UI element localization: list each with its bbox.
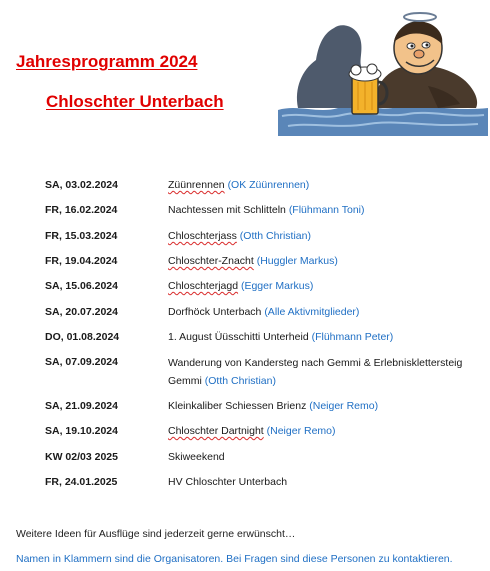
event-organizer: (Neiger Remo) xyxy=(309,400,379,412)
event-name: Chloschter-Znacht xyxy=(168,255,254,267)
event-organizer: (Neiger Remo) xyxy=(266,425,336,437)
event-name: Wanderung von Kandersteg nach Gemmi & Erlebnisklettersteig Gemmi xyxy=(168,357,463,387)
event-organizer: (Alle Aktivmitglieder) xyxy=(264,306,360,318)
event-date: FR, 15.03.2024 xyxy=(45,230,118,242)
event-name: Nachtessen mit Schlitteln xyxy=(168,204,286,216)
organizer-info-note: Namen in Klammern sind die Organisatoren. Bei Fragen sind diese Personen zu kontaktieren. xyxy=(16,553,453,565)
event-description xyxy=(168,329,486,345)
event-description xyxy=(168,253,486,269)
event-description xyxy=(168,278,486,294)
event-name: Züünrennen xyxy=(168,179,225,191)
event-name: Chloschterjass xyxy=(168,230,237,242)
event-date: SA, 15.06.2024 xyxy=(45,280,118,292)
event-date: FR, 19.04.2024 xyxy=(45,255,118,267)
event-date: SA, 21.09.2024 xyxy=(45,400,118,412)
event-name: Dorfhöck Unterbach xyxy=(168,306,262,318)
event-organizer: (Flühmann Toni) xyxy=(288,204,365,216)
event-description xyxy=(168,398,486,414)
event-name: Chloschter Dartnight xyxy=(168,425,264,437)
event-name: Skiweekend xyxy=(168,451,225,463)
event-description xyxy=(168,228,486,244)
event-organizer: (Flühmann Peter) xyxy=(311,331,394,343)
event-date: FR, 24.01.2025 xyxy=(45,476,118,488)
event-organizer: (OK Züünrennen) xyxy=(227,179,310,191)
event-date: SA, 07.09.2024 xyxy=(45,356,118,368)
event-description xyxy=(168,474,486,490)
event-date: SA, 19.10.2024 xyxy=(45,425,118,437)
event-description xyxy=(168,449,486,465)
event-name: HV Chloschter Unterbach xyxy=(168,476,288,488)
event-description xyxy=(168,177,486,193)
event-name: Kleinkaliber Schiessen Brienz xyxy=(168,400,307,412)
event-organizer: (Otth Christian) xyxy=(239,230,311,242)
program-title: Jahresprogramm 2024 xyxy=(16,52,198,71)
event-date: SA, 20.07.2024 xyxy=(45,306,118,318)
event-organizer: (Egger Markus) xyxy=(240,280,314,292)
event-organizer: (Otth Christian) xyxy=(204,375,276,387)
club-name: Chloschter Unterbach xyxy=(46,92,224,111)
event-name: 1. August Üüsschitti Unterheid xyxy=(168,331,309,343)
event-date: FR, 16.02.2024 xyxy=(45,204,118,216)
event-description xyxy=(168,423,486,439)
event-description xyxy=(168,304,486,320)
event-description xyxy=(168,202,486,218)
event-date: SA, 03.02.2024 xyxy=(45,179,118,191)
event-description xyxy=(168,354,486,390)
ideas-note: Weitere Ideen für Ausflüge sind jederzeit gerne erwünscht… xyxy=(16,528,296,540)
event-date: KW 02/03 2025 xyxy=(45,451,118,463)
event-organizer: (Huggler Markus) xyxy=(256,255,338,267)
monk-beer-illustration xyxy=(278,8,488,136)
event-date: DO, 01.08.2024 xyxy=(45,331,120,343)
event-name: Chloschterjagd xyxy=(168,280,239,292)
